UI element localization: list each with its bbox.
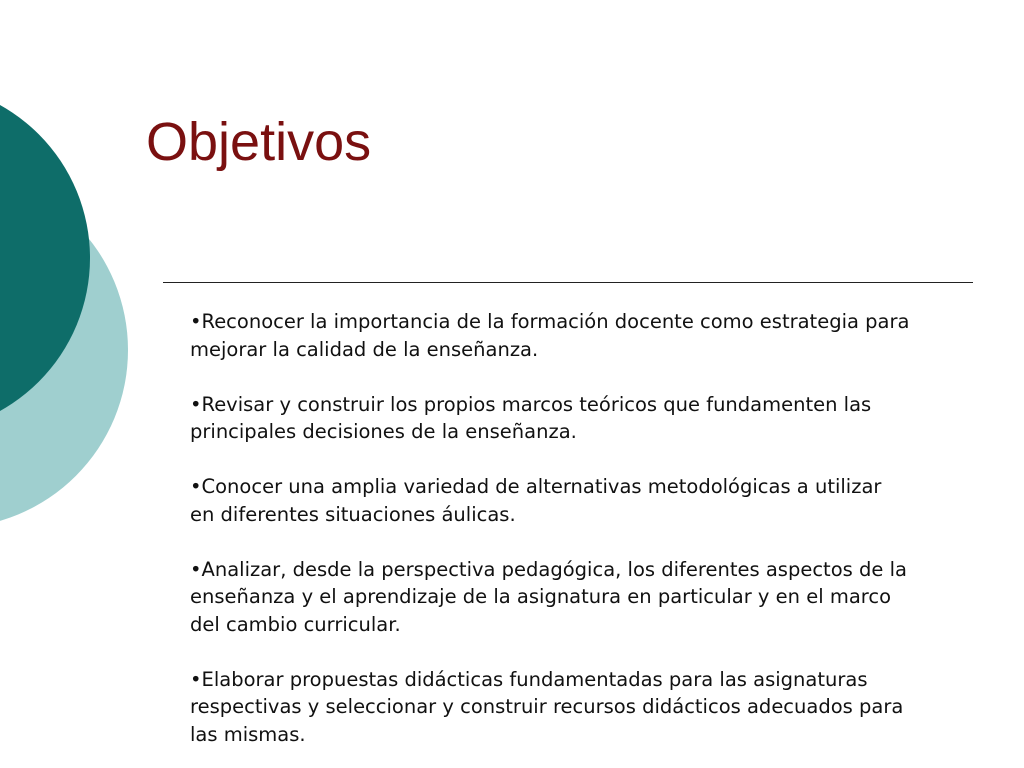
list-item <box>190 308 910 363</box>
title-divider <box>163 282 973 283</box>
bullet-glyph: • <box>190 557 202 581</box>
list-item-text: Conocer una amplia variedad de alternativas metodológicas a utilizar en diferentes situaciones áulicas. <box>190 475 882 526</box>
bullet-glyph: • <box>190 667 202 691</box>
list-item-text: Analizar, desde la perspectiva pedagógica, los diferentes aspectos de la enseñanza y el aprendizaje de la asignatura en particular y en el marco del cambio curricular. <box>190 557 907 636</box>
list-item <box>190 391 910 446</box>
list-item <box>190 556 910 639</box>
objectives-list <box>190 308 910 748</box>
slide-title: Objetivos <box>146 112 372 172</box>
list-item-text: Reconocer la importancia de la formación docente como estrategia para mejorar la calidad de la enseñanza. <box>190 310 910 361</box>
list-item <box>190 473 910 528</box>
list-item-text: Revisar y construir los propios marcos teóricos que fundamenten las principales decisiones de la enseñanza. <box>190 392 872 443</box>
bullet-glyph: • <box>190 475 202 498</box>
bullet-glyph: • <box>190 310 202 333</box>
list-item <box>190 666 910 749</box>
bullet-glyph: • <box>190 392 202 416</box>
list-item-text: Elaborar propuestas didácticas fundamentadas para las asignaturas respectivas y seleccionar y construir recursos didácticos adecuados para las mismas. <box>190 667 904 746</box>
